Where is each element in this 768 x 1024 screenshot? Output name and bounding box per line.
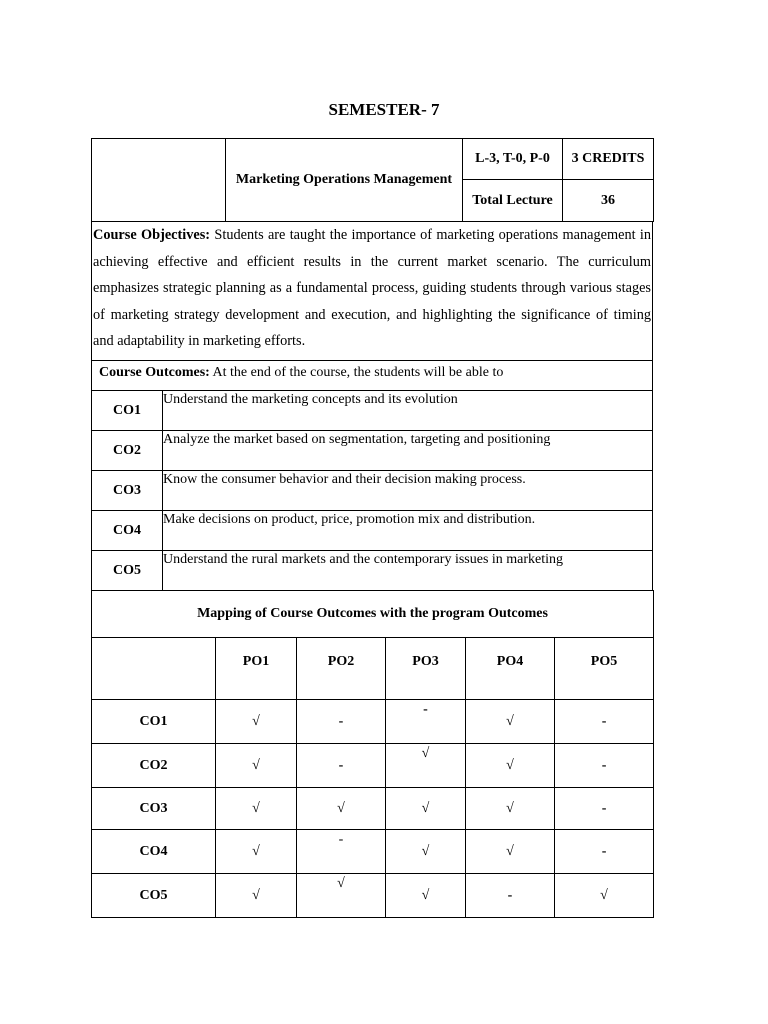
- outcome-text: Analyze the market based on segmentation, targeting and positioning: [163, 431, 653, 471]
- mapping-row: [92, 874, 654, 918]
- po-header: PO2: [297, 638, 386, 700]
- mapping-cell: √: [297, 874, 386, 918]
- mapping-cell: √: [216, 700, 297, 744]
- mapping-row: [92, 744, 654, 788]
- total-lecture-label: Total Lecture: [463, 180, 563, 222]
- outcome-code: CO2: [92, 431, 163, 471]
- course-outcomes-table: [91, 356, 653, 591]
- outcome-code: CO1: [92, 391, 163, 431]
- mapping-co-label: CO1: [92, 700, 216, 744]
- credits-value: 3 CREDITS: [563, 139, 654, 180]
- mapping-cell: √: [466, 700, 555, 744]
- co-po-mapping-table: [91, 590, 654, 918]
- mapping-cell: -: [555, 744, 654, 788]
- mapping-cell: -: [297, 744, 386, 788]
- po-header: PO1: [216, 638, 297, 700]
- mapping-cell: -: [555, 788, 654, 830]
- outcomes-intro: [92, 356, 653, 391]
- ltp-value: L-3, T-0, P-0: [463, 139, 563, 180]
- mapping-co-label: CO3: [92, 788, 216, 830]
- mapping-cell: -: [297, 830, 386, 874]
- outcome-row: [92, 551, 653, 591]
- mapping-cell: -: [555, 700, 654, 744]
- po-header: PO4: [466, 638, 555, 700]
- mapping-cell: √: [386, 744, 466, 788]
- mapping-co-label: CO2: [92, 744, 216, 788]
- po-header: PO3: [386, 638, 466, 700]
- outcome-row: [92, 471, 653, 511]
- mapping-cell: √: [216, 744, 297, 788]
- mapping-header-row: [92, 638, 654, 700]
- mapping-corner-cell: [92, 638, 216, 700]
- outcomes-intro-text: At the end of the course, the students will be able to: [209, 365, 504, 380]
- mapping-cell: -: [297, 700, 386, 744]
- objectives-label: Course Objectives:: [93, 227, 211, 243]
- mapping-caption: Mapping of Course Outcomes with the program Outcomes: [92, 590, 654, 638]
- outcomes-label: Course Outcomes:: [99, 365, 210, 380]
- outcome-text: Know the consumer behavior and their decision making process.: [163, 471, 653, 511]
- mapping-row: [92, 830, 654, 874]
- mapping-row: [92, 788, 654, 830]
- outcome-text: Understand the rural markets and the contemporary issues in marketing: [163, 551, 653, 591]
- mapping-cell: √: [386, 830, 466, 874]
- po-header: PO5: [555, 638, 654, 700]
- objectives-text: Students are taught the importance of marketing operations management in achieving effective and efficient results in the current market scenario. The curriculum emphasizes strategic planning as a fundamental process, guiding students through various stages of marketing strategy development and execution, and highlighting the significance of timing and adaptability in marketing efforts.: [93, 227, 651, 349]
- outcome-code: CO4: [92, 511, 163, 551]
- mapping-cell: √: [216, 874, 297, 918]
- mapping-cell: -: [386, 700, 466, 744]
- total-lecture-value: 36: [563, 180, 654, 222]
- outcome-code: CO3: [92, 471, 163, 511]
- mapping-cell: √: [466, 744, 555, 788]
- mapping-cell: -: [466, 874, 555, 918]
- mapping-cell: √: [386, 874, 466, 918]
- mapping-cell: √: [386, 788, 466, 830]
- outcome-text: Understand the marketing concepts and its evolution: [163, 391, 653, 431]
- outcome-text: Make decisions on product, price, promotion mix and distribution.: [163, 511, 653, 551]
- outcome-row: [92, 431, 653, 471]
- course-objectives: [92, 222, 653, 360]
- course-header-table: [91, 138, 654, 222]
- mapping-cell: √: [466, 788, 555, 830]
- course-objectives-table: [91, 222, 653, 361]
- mapping-cell: √: [216, 830, 297, 874]
- mapping-cell: √: [555, 874, 654, 918]
- page-title: SEMESTER- 7: [328, 100, 440, 119]
- mapping-co-label: CO5: [92, 874, 216, 918]
- outcome-row: [92, 391, 653, 431]
- mapping-row: [92, 700, 654, 744]
- outcome-code: CO5: [92, 551, 163, 591]
- course-name: Marketing Operations Management: [226, 139, 463, 222]
- blank-cell: [92, 139, 226, 222]
- mapping-cell: √: [297, 788, 386, 830]
- outcome-row: [92, 511, 653, 551]
- mapping-co-label: CO4: [92, 830, 216, 874]
- mapping-cell: -: [555, 830, 654, 874]
- mapping-cell: √: [216, 788, 297, 830]
- mapping-cell: √: [466, 830, 555, 874]
